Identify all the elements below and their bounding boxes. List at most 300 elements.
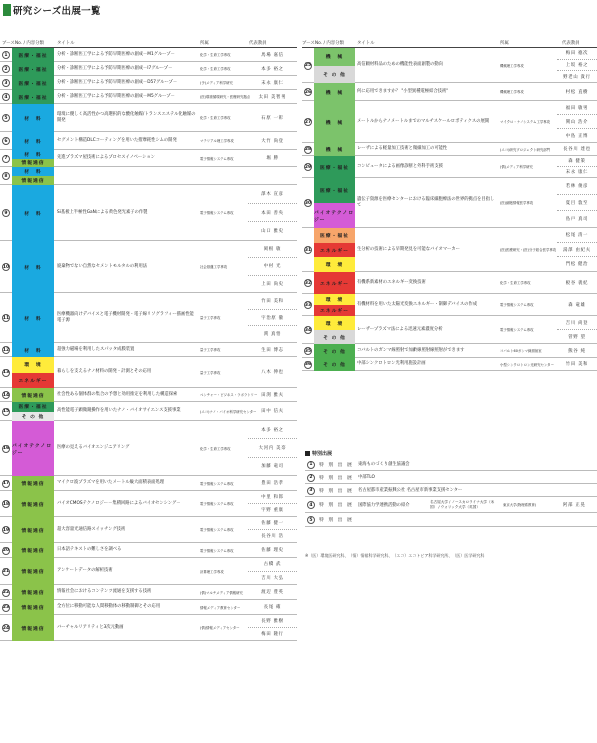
exhibit-department: ベンチャー・ビジネス・ラボラトリー <box>200 393 258 397</box>
representative-name: 宇治原 徹 <box>248 310 297 327</box>
representative-name: 中里 和郎 <box>248 491 297 504</box>
representative-name: 宇野 重康 <box>261 508 284 513</box>
booth-number: 30 <box>304 200 312 206</box>
booth-number: 22 <box>2 590 10 595</box>
representative-name: 山口 雅史 <box>261 229 284 235</box>
special-number: 4 <box>307 501 315 509</box>
booth-number: 23 <box>2 605 10 610</box>
special-number: 1 <box>307 461 315 469</box>
representative-name: 豊田 浩孝 <box>261 481 284 486</box>
exhibit-title: 遺伝子資源を医療センターにおける臨床細胞療法の世界的拠点を目指して <box>357 196 495 208</box>
category-label: バイオテクノロジー <box>12 421 54 476</box>
exhibit-department: 化学・生命工学専攻 <box>200 446 231 451</box>
exhibit-row <box>0 585 297 600</box>
booth-number: 3 <box>2 79 10 87</box>
exhibit-department: 電子情報システム専攻 <box>200 156 234 161</box>
exhibit-department: (医)環境循環研究・医療研究拠点 <box>200 95 251 99</box>
category-label: 環 境 <box>12 357 54 373</box>
representative-name: 加藤 竜司 <box>261 464 284 470</box>
exhibit-row <box>0 241 297 293</box>
exhibit-title: 日本語テキストの難しさを調べる <box>57 547 122 552</box>
exhibit-department: マテリアル理工学専攻 <box>200 139 234 143</box>
exhibit-title: レーザープラズマ法による迅速元素濃度分析 <box>357 326 443 332</box>
category-label: 医療・福祉 <box>314 228 355 243</box>
exhibit-department: 社会基盤工学専攻 <box>200 265 228 269</box>
representative-name: 本田 善央 <box>248 204 297 223</box>
header-rep-r: 代表教員 <box>562 41 580 46</box>
representative-name: 岡根 敏 <box>248 241 297 258</box>
category-label: 情報通信 <box>12 585 54 600</box>
exhibit-row <box>302 344 597 358</box>
special-title: 国際協力学連携活動の紹介 <box>358 502 410 508</box>
exhibit-title: 中部シンクロトロン光利用施設計画 <box>357 361 426 366</box>
booth-number: 10 <box>2 264 10 270</box>
representative-name: 大竹 尚登 <box>261 138 284 144</box>
representative-names <box>248 62 297 75</box>
booth-number: 21 <box>2 569 10 574</box>
exhibit-row <box>0 476 297 491</box>
booth-number: 8 <box>2 172 10 180</box>
booth-number: 5 <box>2 114 10 122</box>
special-row <box>305 513 597 527</box>
exhibit-title: 医療機器向けデバイスと電子機材開発・電子線リソグラフィー描画性能電子源 <box>57 311 194 323</box>
exhibit-title: 医療の見えるバイオエンジニアリング <box>57 445 130 450</box>
exhibit-department: (エコ)ナノ・バイオ科学研究センター <box>200 409 257 414</box>
booth-number: 7 <box>2 155 10 163</box>
special-heading-text: 特別出展 <box>312 450 333 457</box>
exhibit-department: 電子情報システム専攻 <box>500 328 534 332</box>
booth-number: 17 <box>2 481 10 486</box>
representative-name: 太田 美智男 <box>258 94 287 100</box>
exhibit-title: バーチャルリアリティと3次元動画 <box>57 624 124 630</box>
category-label: 材 料 <box>12 104 54 132</box>
category-label: 情報通信 <box>12 558 54 585</box>
exhibit-department: 化学・生命工学専攻 <box>200 67 231 71</box>
exhibit-row <box>0 293 297 343</box>
booth-number: 14 <box>2 392 10 398</box>
special-number: 5 <box>307 516 315 524</box>
exhibit-row <box>0 150 297 167</box>
representative-names <box>248 357 297 387</box>
header-rep: 代表教員 <box>249 41 267 46</box>
exhibit-department: 機械理工学専攻 <box>500 63 524 68</box>
category-label: 情報通信 <box>12 388 54 402</box>
exhibit-department: 小型シンクロトロン光研究センター <box>500 362 554 367</box>
category-label: 医療・福祉 <box>314 156 355 178</box>
representative-names <box>248 585 297 599</box>
representative-name: 澤木 宣彦 <box>248 185 297 204</box>
representative-names <box>248 388 297 401</box>
representative-name: 関山 浩介 <box>557 115 597 129</box>
exhibit-row <box>0 402 297 421</box>
representative-name: 上坂 裕之 <box>557 60 597 72</box>
booth-number: 11 <box>2 315 10 321</box>
representative-names <box>248 48 297 61</box>
booth-number: 28 <box>304 147 312 152</box>
category-label: 機 械 <box>314 143 355 156</box>
special-representative: 阿部 正晃 <box>563 502 586 508</box>
special-row <box>305 497 597 513</box>
representative-name: 生田 博志 <box>261 347 284 353</box>
footnote: ※（医）環境医研究科、（情）情報科学研究科、（エコ）エコトピア科学研究所、（医）医学研究科 <box>305 553 485 558</box>
category-label: 材 料 <box>12 150 54 159</box>
representative-name: 長野 雅樹 <box>248 615 297 628</box>
representative-name: 石原 一彰 <box>261 115 284 121</box>
representative-names <box>557 143 597 155</box>
booth-number: 34 <box>304 327 312 333</box>
booth-number: 24 <box>2 625 10 631</box>
category-label: 情報通信 <box>12 491 54 517</box>
title-text: 研究シーズ出展一覧 <box>13 6 101 17</box>
category-label: 情報通信 <box>12 600 54 615</box>
category-label: エネルギー <box>314 272 355 294</box>
category-label: 医療・福祉 <box>12 76 54 90</box>
booth-number: 18 <box>2 501 10 507</box>
exhibit-row <box>0 517 297 543</box>
right-table-header <box>302 37 597 48</box>
category-label: エネルギー <box>314 243 355 258</box>
special-kind: 特 別 出 展 <box>319 475 354 481</box>
representative-name: 吉川 大弘 <box>261 575 284 581</box>
exhibit-title: 全方位に移動可能な人間移動体の移動制御とその応用 <box>57 604 161 609</box>
special-kind: 特 別 出 展 <box>319 518 354 523</box>
representative-name: 上田 尚史 <box>261 281 284 287</box>
representative-name: 板谷 義紀 <box>565 280 589 286</box>
exhibit-row <box>302 316 597 344</box>
category-label: バイオテクノロジー <box>314 203 355 228</box>
representative-name: 福田 敏男 <box>557 101 597 115</box>
exhibit-department: (医)医療研究・(医)分子総合医学専攻 <box>500 248 557 252</box>
exhibit-department: (情)マルチメディア情報研究 <box>200 590 243 595</box>
category-label: 機 械 <box>314 101 355 143</box>
booth-number: 33 <box>304 302 312 308</box>
representative-names <box>248 558 297 584</box>
booth-number: 16 <box>2 446 10 451</box>
representative-names <box>557 83 597 100</box>
representative-name: 末永 康仁 <box>261 80 284 86</box>
representative-name: 吉川 尚登 <box>557 316 597 330</box>
category-label: 環 境 <box>314 316 355 330</box>
exhibit-row <box>0 421 297 476</box>
exhibit-department: (情)情報メディアセンター <box>200 626 240 630</box>
category-label: 環 境 <box>314 294 355 305</box>
special-heading <box>305 448 597 458</box>
exhibit-department: 電子情報システム専攻 <box>500 303 534 307</box>
exhibit-title: 暮らしを支えるナノ材料の開発・計測とその応用 <box>57 369 152 374</box>
exhibit-title: 高信頼材料品のための機能性表面創製の動向 <box>357 62 443 67</box>
representative-name: 佐藤 健一 <box>248 517 297 530</box>
category-label: そ の 他 <box>314 66 355 84</box>
booth-number: 1 <box>2 51 10 59</box>
representative-name: 古橋 武 <box>248 558 297 572</box>
representative-name: 田中 信夫 <box>261 409 284 414</box>
representative-name: 湯澤 由紀夫 <box>557 243 597 258</box>
exhibit-title: 超大容量光通信路スイッチング技術 <box>57 526 126 532</box>
special-exhibits <box>305 448 597 527</box>
category-label: そ の 他 <box>314 330 355 344</box>
special-heading-marker <box>305 451 310 456</box>
category-label: 医療・福祉 <box>12 402 54 412</box>
representative-name: 田渕 雅夫 <box>261 392 284 398</box>
exhibit-title: 分析・診断医工学による予防早期医療の創成－M1グループ－ <box>57 51 175 57</box>
booth-number: 20 <box>2 548 10 553</box>
representative-name: 竹田 美和 <box>248 293 297 310</box>
exhibit-department: 量子工学専攻 <box>200 370 221 375</box>
representative-name: 若林 俊彦 <box>557 178 597 195</box>
representative-names <box>248 167 297 184</box>
category-label: 機 械 <box>314 83 355 101</box>
exhibit-title: バイオCMOSテクノロジー－集積回路によるバイオセンシング－ <box>57 500 181 506</box>
special-kind: 特 別 出 展 <box>319 503 354 508</box>
exhibit-department: 計算理工学専攻 <box>200 569 224 574</box>
representative-name: 竹田 美和 <box>565 362 589 367</box>
representative-name: 門松 健治 <box>565 262 589 268</box>
representative-names <box>248 421 297 475</box>
representative-names <box>248 517 297 542</box>
representative-name: 八木 伸也 <box>261 370 284 375</box>
exhibit-row <box>0 357 297 388</box>
right-table <box>302 48 597 448</box>
exhibit-title: 高性能電子顕微鏡操作を用いたナノ・バイオサイエンス支援事業 <box>57 408 181 413</box>
booth-number: 27 <box>304 119 312 125</box>
exhibit-row <box>302 101 597 143</box>
representative-names <box>248 476 297 490</box>
representative-name: 梅田 徳次 <box>557 48 597 60</box>
category-label: エネルギー <box>314 305 355 316</box>
representative-name: 渕 真悟 <box>263 332 282 338</box>
exhibit-row <box>0 388 297 402</box>
category-label: 環 境 <box>314 257 355 272</box>
exhibit-department: 量子工学専攻 <box>200 316 221 320</box>
representative-name: 森 竜雄 <box>568 302 586 308</box>
representative-names <box>248 241 297 292</box>
exhibit-row <box>302 48 597 83</box>
exhibit-title: 分析・診断医工学による予防早期医療の創成－M5グループ－ <box>57 93 175 99</box>
special-row <box>305 458 597 471</box>
booth-number: 25 <box>304 63 312 68</box>
exhibit-title: 何に応用できますか？ "小型異種電極結合技術" <box>357 88 449 94</box>
representative-name: 長尾 確 <box>263 605 282 610</box>
representative-name: 末永 康仁 <box>565 170 589 175</box>
exhibit-department <box>200 167 246 184</box>
exhibit-row <box>302 358 597 371</box>
exhibit-row <box>302 83 597 101</box>
exhibit-row <box>0 167 297 185</box>
special-number: 3 <box>307 487 315 495</box>
representative-names <box>557 316 597 343</box>
header-dept-r: 所属 <box>500 41 509 46</box>
booth-number: 9 <box>2 209 10 217</box>
exhibit-department: 電子情報システム専攻 <box>200 211 234 215</box>
booth-number: 32 <box>304 280 312 286</box>
header-title: タイトル <box>57 41 75 46</box>
special-title: 名古屋都市産業振興公社 名古屋市新事業支援センター <box>358 488 463 493</box>
exhibit-title: 社会性ある個体群の集合の予想と効用推定を利用した構造探索 <box>57 391 178 397</box>
representative-names <box>248 543 297 557</box>
booth-number: 35 <box>304 348 312 354</box>
exhibit-row <box>302 294 597 316</box>
exhibit-title: 廃棄物でない自然なセメントモルタルの利用法 <box>57 263 148 269</box>
booth-number: 15 <box>2 409 10 414</box>
exhibit-department: (情)メディア科学研究 <box>500 165 533 169</box>
exhibit-title: 超強力磁場を利用したスパッタ成膜装置 <box>57 346 135 352</box>
left-table-header <box>0 37 297 48</box>
exhibit-row <box>0 185 297 241</box>
booth-number: 6 <box>2 137 10 145</box>
exhibit-title: Si基板上半極性GaNによる黄色発光素子の作製 <box>57 209 148 215</box>
exhibit-department: コバルト60ガンマ線照射室 <box>500 349 542 353</box>
special-title: 東海ものづくり創生協議会 <box>358 462 410 467</box>
representative-name: 熊谷 純 <box>568 348 586 354</box>
exhibit-department: 化学・生命工学専攻 <box>500 281 531 285</box>
category-label: エネルギー <box>12 373 54 389</box>
exhibit-row <box>0 491 297 517</box>
category-label: 情報通信 <box>12 517 54 543</box>
representative-name: 松尾 清一 <box>557 228 597 243</box>
exhibit-title: 先進プラズマ屋技術によるプロセスイノベーション <box>57 155 155 160</box>
special-row <box>305 471 597 484</box>
page-title <box>3 2 101 18</box>
representative-names <box>557 294 597 315</box>
representative-name: 野老山 貴行 <box>563 74 591 80</box>
category-label: 医療・福祉 <box>314 178 355 203</box>
representative-name: 中村 光 <box>248 258 297 275</box>
category-label: そ の 他 <box>12 412 54 422</box>
booth-number: 2 <box>2 65 10 73</box>
exhibit-row <box>302 143 597 156</box>
exhibit-title: コンピュータによる画像診断と外科手術支援 <box>357 163 443 169</box>
category-label: 情報通信 <box>12 176 54 185</box>
exhibit-row <box>302 178 597 228</box>
representative-name: 菅野 望 <box>568 334 586 340</box>
exhibit-department: 情報メディア教育センター <box>200 605 241 610</box>
representative-name: 村松 直樹 <box>565 89 589 95</box>
exhibit-department: 電子情報システム専攻 <box>200 528 234 532</box>
title-marker <box>3 4 11 16</box>
category-label: 材 料 <box>12 167 54 176</box>
exhibit-title: 分析・診断医工学による予防早期医療の創成－D57グループ－ <box>57 79 178 85</box>
representative-names <box>557 272 597 293</box>
header-booth: ブースNo. / 内容分類 <box>2 41 44 46</box>
exhibit-department: 量子工学専攻 <box>200 348 221 352</box>
representative-names <box>557 344 597 357</box>
exhibit-department: 機械理工学専攻 <box>500 90 524 94</box>
category-label: 情報通信 <box>12 159 54 168</box>
representative-name: 佐藤 理史 <box>261 548 284 553</box>
exhibit-department: (医)細胞情報医学専攻 <box>500 201 534 205</box>
exhibit-row <box>0 76 297 90</box>
exhibit-row <box>0 104 297 132</box>
representative-names <box>248 615 297 640</box>
category-label: そ の 他 <box>314 344 355 358</box>
category-label: 医療・福祉 <box>12 90 54 104</box>
representative-name: 夏目 敦至 <box>557 195 597 212</box>
booth-number: 26 <box>304 89 312 95</box>
representative-name: 堀 勝 <box>266 156 279 161</box>
exhibit-row <box>302 156 597 178</box>
exhibit-row <box>0 62 297 76</box>
representative-names <box>248 343 297 356</box>
representative-names <box>248 491 297 516</box>
exhibit-department: (予)メディア科学研究 <box>200 81 233 85</box>
representative-name: 大河内 美奈 <box>248 439 297 457</box>
header-dept: 所属 <box>200 41 209 46</box>
exhibit-row <box>0 343 297 357</box>
exhibit-title: 情報社会におけるコンテンツ流通を支援する技術 <box>57 589 152 594</box>
exhibit-department: 化学・生命工学専攻 <box>200 53 231 57</box>
exhibit-title <box>57 167 197 184</box>
exhibit-department: 化学・生命工学専攻 <box>200 116 231 120</box>
header-booth-r: ブースNo. / 内容分類 <box>302 41 344 46</box>
exhibit-row <box>0 615 297 641</box>
exhibit-title: 有機材料を用いた太陽光変換エネルギー・制御デバイスの作成 <box>357 301 478 307</box>
representative-names <box>248 76 297 89</box>
representative-name: 長谷川 浩 <box>261 534 284 539</box>
category-label: 情報通信 <box>12 476 54 491</box>
special-kind: 特 別 出 展 <box>319 462 354 468</box>
category-label: 医療・福祉 <box>12 48 54 62</box>
exhibit-row <box>0 543 297 558</box>
representative-names <box>248 185 297 240</box>
booth-number: 31 <box>304 247 312 253</box>
exhibit-title: コバルトのガンマ線照射で加齢線照射線照射ができます <box>357 347 465 353</box>
exhibit-department: マイクロ・ナノシステム工学専攻 <box>500 120 551 124</box>
category-label: 材 料 <box>12 343 54 357</box>
exhibit-row <box>0 90 297 104</box>
special-department: 東京大学(物理系教育) <box>503 503 537 507</box>
booth-number: 12 <box>2 347 10 353</box>
special-row <box>305 484 597 497</box>
exhibit-row <box>0 558 297 585</box>
representative-names <box>248 132 297 149</box>
exhibit-title: マイクロ波プラズマを用いたメートル級大面積表面処理 <box>57 480 165 485</box>
representative-names <box>557 358 597 370</box>
representative-name: 島戸 真司 <box>565 217 589 223</box>
special-title: 中部TLO <box>358 475 375 480</box>
representative-names <box>557 228 597 271</box>
special-number: 2 <box>307 474 315 482</box>
exhibit-row <box>302 272 597 294</box>
representative-names <box>557 101 597 142</box>
special-kind: 特 別 出 展 <box>319 488 354 494</box>
special-affiliation: 名古屋大学 / ノースカロライナ大学（米国） / ウォリック大学（英国） <box>430 499 495 509</box>
booth-number: 36 <box>304 362 312 367</box>
representative-name: 森 健策 <box>557 156 597 167</box>
exhibit-title: メートルからナノメートルまでのマルチスケールロボティクスの展開 <box>357 118 490 124</box>
left-table <box>0 48 297 743</box>
representative-names <box>248 293 297 342</box>
category-label: 情報通信 <box>12 615 54 641</box>
exhibit-row <box>302 228 597 272</box>
booth-number: 4 <box>2 93 10 101</box>
category-label: 医療・福祉 <box>12 62 54 76</box>
representative-name: 長谷川 達也 <box>563 147 591 152</box>
representative-name: 馬場 嘉信 <box>261 52 284 58</box>
category-label: 材 料 <box>12 293 54 343</box>
exhibit-title: 有機系新素材のエネルギー変換技術 <box>357 279 426 285</box>
exhibit-title: レーザによる軽量加工技術と微細加工の可能性 <box>357 146 448 151</box>
representative-names <box>248 90 297 103</box>
category-label: 機 械 <box>314 48 355 66</box>
booth-number: 29 <box>304 164 312 170</box>
representative-name: 本多 裕之 <box>248 421 297 439</box>
representative-name: 渡辺 豊英 <box>261 590 284 595</box>
category-label: 材 料 <box>12 185 54 241</box>
category-label: 材 料 <box>12 241 54 293</box>
category-label: そ の 他 <box>314 358 355 371</box>
booth-number: 13 <box>2 370 10 375</box>
exhibit-title: セグメント構造DLCコーティングを用いた摺摩耗性シムの開発 <box>57 137 177 143</box>
